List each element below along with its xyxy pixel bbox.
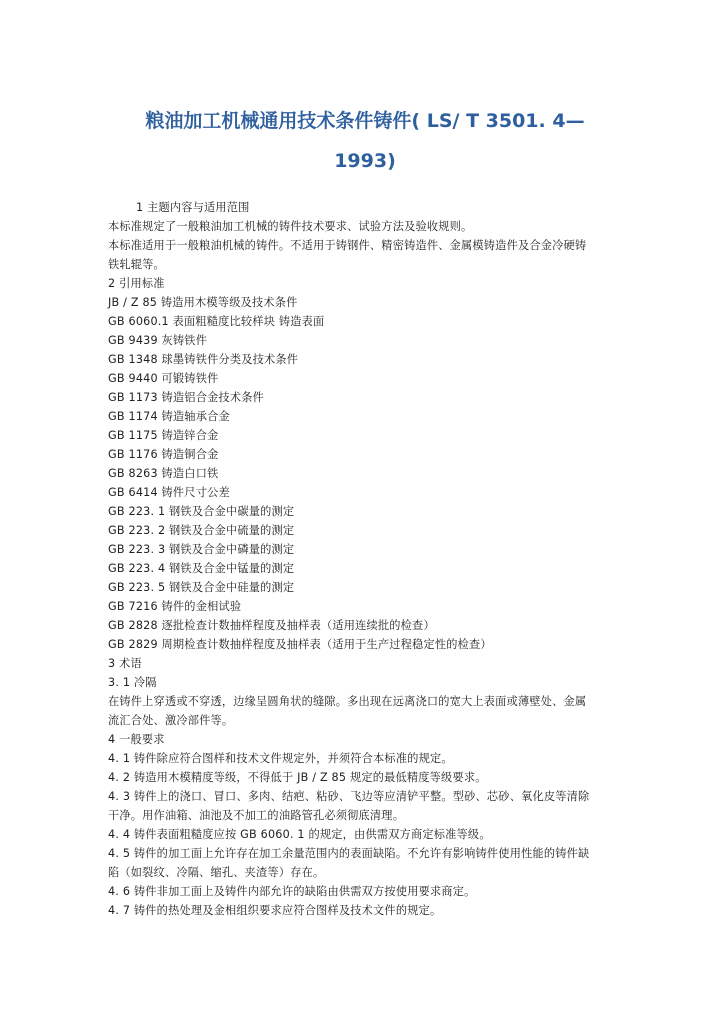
reference-standard: GB 223. 5 钢铁及合金中硅量的测定 bbox=[108, 581, 295, 594]
document-body bbox=[108, 198, 632, 920]
reference-standard: GB 2828 逐批检查计数抽样程度及抽样表（适用连续批的检查） bbox=[108, 619, 435, 632]
clause-line: 干净。用作油箱、油池及不加工的油路管孔必须彻底清理。 bbox=[108, 809, 405, 822]
document-title-line-2: 1993) bbox=[334, 150, 396, 172]
clause-line: 4. 7 铸件的热处理及金相组织要求应符合图样及技术文件的规定。 bbox=[108, 904, 442, 917]
reference-standard: JB / Z 85 铸造用木模等级及技术条件 bbox=[108, 296, 298, 309]
clause-line: 4. 4 铸件表面粗糙度应按 GB 6060. 1 的规定，由供需双方商定标准等级。 bbox=[108, 828, 491, 841]
reference-standard: GB 9439 灰铸铁件 bbox=[108, 334, 208, 347]
reference-standard: GB 223. 1 钢铁及合金中碳量的测定 bbox=[108, 505, 295, 518]
paragraph-line: 在铸件上穿透或不穿透，边缘呈圆角状的缝隙。多出现在远离浇口的宽大上表面或薄壁处、金属 bbox=[108, 695, 587, 708]
section-heading: 3 术语 bbox=[108, 657, 142, 670]
paragraph-line: 本标准适用于一般粮油机械的铸件。不适用于铸钢件、精密铸造件、金属模铸造件及合金冷硬铸 bbox=[108, 239, 587, 252]
reference-standard: GB 223. 2 钢铁及合金中硫量的测定 bbox=[108, 524, 295, 537]
reference-standard: GB 2829 周期检查计数抽样程度及抽样表（适用于生产过程稳定性的检查） bbox=[108, 638, 492, 651]
section-heading: 1 主题内容与适用范围 bbox=[136, 201, 250, 214]
paragraph-line: 本标准规定了一般粮油加工机械的铸件技术要求、试验方法及验收规则。 bbox=[108, 220, 473, 233]
document-title-line-1: 粮油加工机械通用技术条件铸件( LS/ T 3501. 4— bbox=[145, 110, 585, 132]
reference-standard: GB 1175 铸造锌合金 bbox=[108, 429, 219, 442]
reference-standard: GB 1348 球墨铸铁件分类及技术条件 bbox=[108, 353, 299, 366]
reference-standard: GB 1176 铸造铜合金 bbox=[108, 448, 219, 461]
reference-standard: GB 1173 铸造铝合金技术条件 bbox=[108, 391, 265, 404]
reference-standard: GB 223. 3 钢铁及合金中磷量的测定 bbox=[108, 543, 295, 556]
clause-line: 4. 5 铸件的加工面上允许存在加工余量范围内的表面缺陷。不允许有影响铸件使用性能的铸件缺 bbox=[108, 847, 590, 860]
clause-line: 4. 1 铸件除应符合图样和技术文件规定外，并须符合本标准的规定。 bbox=[108, 752, 453, 765]
reference-standard: GB 6060.1 表面粗糙度比较样块 铸造表面 bbox=[108, 315, 325, 328]
reference-standard: GB 7216 铸件的金相试验 bbox=[108, 600, 242, 613]
clause-line: 陷（如裂纹、冷隔、缩孔、夹渣等）存在。 bbox=[108, 866, 325, 879]
section-heading: 4 一般要求 bbox=[108, 733, 165, 746]
reference-standard: GB 6414 铸件尺寸公差 bbox=[108, 486, 230, 499]
clause-line: 4. 3 铸件上的浇口、冒口、多肉、结疤、粘砂、飞边等应清铲平整。型砂、芯砂、氧化皮等清除 bbox=[108, 790, 590, 803]
clause-line: 4. 6 铸件非加工面上及铸件内部允许的缺陷由供需双方按使用要求商定。 bbox=[108, 885, 476, 898]
section-heading: 2 引用标准 bbox=[108, 277, 165, 290]
reference-standard: GB 9440 可锻铸铁件 bbox=[108, 372, 219, 385]
clause-line: 4. 2 铸造用木模精度等级，不得低于 JB / Z 85 规定的最低精度等级要求。 bbox=[108, 771, 487, 784]
paragraph-line: 流汇合处、激冷部件等。 bbox=[108, 714, 234, 727]
reference-standard: GB 1174 铸造轴承合金 bbox=[108, 410, 230, 423]
reference-standard: GB 8263 铸造白口铁 bbox=[108, 467, 219, 480]
subsection-heading: 3. 1 冷隔 bbox=[108, 676, 157, 689]
paragraph-line: 铁轧辊等。 bbox=[108, 258, 165, 271]
reference-standard: GB 223. 4 钢铁及合金中锰量的测定 bbox=[108, 562, 295, 575]
